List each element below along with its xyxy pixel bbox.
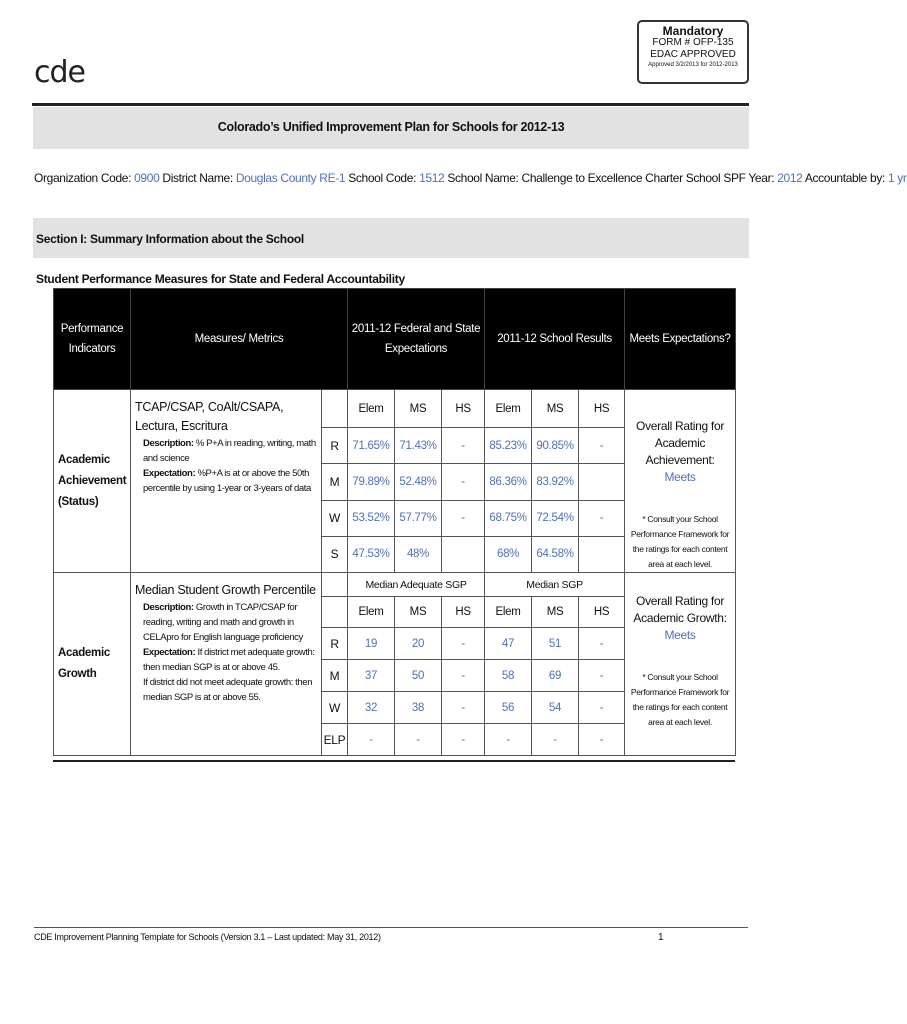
table-cell: - [579,428,625,464]
table-cell: 53.52% [348,500,395,536]
table-cell: 68% [485,536,532,572]
stamp-line-3: EDAC APPROVED [650,49,736,60]
median-sgp-header: Median SGP [485,573,625,597]
subject-label: R [322,428,348,464]
performance-measures-table [53,288,736,756]
footer-text: CDE Improvement Planning Template for Schools (Version 3.1 – Last updated: May 31, 2012) [34,932,381,942]
res-level-ms: MS [532,390,579,428]
exp-level-elem: Elem [348,390,395,428]
table-cell: 64.58% [532,536,579,572]
org-code-label: Organization Code: [34,171,132,185]
growth-exp-level-ms: MS [395,597,442,628]
achievement-description-label: Description: [143,438,194,449]
achievement-level-row [54,390,736,428]
org-code-value: 0900 [134,171,160,185]
school-name-value: Challenge to Excellence Charter School [521,171,721,185]
growth-rating-label: Overall Rating for Academic Growth: [633,594,727,625]
empty-subject-header [322,390,348,428]
district-name-label: District Name: [162,171,233,185]
growth-sgp-header-row [54,573,736,597]
growth-description-text: Growth in TCAP/CSAP for reading, writing and math and growth in CELApro for English language proficiency [143,602,303,643]
subject-label: ELP [322,724,348,756]
header-performance-indicators: Performance Indicators [54,289,131,390]
spf-year-value: 2012 [777,171,803,185]
table-cell: - [442,464,485,500]
table-cell: 69 [532,660,579,692]
table-cell: - [442,724,485,756]
table-cell: 54 [532,692,579,724]
growth-rating-cell [625,573,736,756]
subject-label: W [322,500,348,536]
empty-subject-header [322,597,348,628]
indicator-academic-achievement: Academic Achievement (Status) [54,390,131,573]
achievement-expectation [135,466,317,496]
achievement-rating-value: Meets [664,470,696,484]
table-cell: 71.65% [348,428,395,464]
table-cell: - [579,628,625,660]
district-name-value: Douglas County RE-1 [235,171,346,185]
spf-year-label: SPF Year: [723,171,775,185]
achievement-description-text: % P+A in reading, writing, math and science [143,438,316,464]
table-cell: - [579,692,625,724]
growth-description [135,600,317,645]
indicator-academic-growth: Academic Growth [54,573,131,756]
growth-expectation-label: Expectation: [143,647,196,658]
growth-res-level-hs: HS [579,597,625,628]
table-cell: 51 [532,628,579,660]
achievement-expectation-text: %P+A is at or above the 50th percentile by using 1-year or 3-years of data [143,468,311,494]
empty-subject-header [322,573,348,597]
achievement-description [135,436,317,466]
school-code-value: 1512 [419,171,445,185]
table-cell: - [442,660,485,692]
subject-label: M [322,660,348,692]
table-bottom-rule [53,760,735,762]
table-cell: 32 [348,692,395,724]
table-cell: - [532,724,579,756]
growth-measures-cell [131,573,322,756]
school-name-label: School Name: [447,171,519,185]
table-cell: 68.75% [485,500,532,536]
cde-logo: cde [34,55,85,90]
table-cell: 85.23% [485,428,532,464]
table-cell: 56 [485,692,532,724]
top-rule [32,103,749,106]
header-expectations: 2011-12 Federal and State Expectations [348,289,485,390]
header-school-results: 2011-12 School Results [485,289,625,390]
growth-expectation [135,645,317,675]
table-cell: - [485,724,532,756]
stamp-line-4: Approved 3/2/2013 for 2012-2013 [648,62,738,68]
table-cell: 20 [395,628,442,660]
achievement-measures-cell [131,390,322,573]
growth-expectation-text: If district met adequate growth: then median SGP is at or above 45. [143,647,315,673]
stamp-line-2: FORM # OFP-135 [652,37,734,48]
table-cell: 47 [485,628,532,660]
growth-expectation-2: If district did not meet adequate growth: then median SGP is at or above 55. [143,677,313,703]
table-cell: 83.92% [532,464,579,500]
table-cell: 58 [485,660,532,692]
table-cell [442,536,485,572]
growth-exp-level-elem: Elem [348,597,395,628]
subject-label: W [322,692,348,724]
table-cell: 90.85% [532,428,579,464]
table-cell: - [579,660,625,692]
growth-description-label: Description: [143,602,194,613]
section-subtitle: Student Performance Measures for State and Federal Accountability [36,272,405,286]
accountable-by-value: 1 yr [887,171,907,185]
stamp-line-1: Mandatory [662,24,724,38]
table-cell: 86.36% [485,464,532,500]
subject-label: S [322,536,348,572]
table-cell: - [395,724,442,756]
table-cell: - [442,500,485,536]
growth-rating-note: * Consult your School Performance Framework for the ratings for each content area at each level. [630,672,730,727]
table-cell: - [442,428,485,464]
table-cell: 48% [395,536,442,572]
table-cell: 38 [395,692,442,724]
header-measures-metrics: Measures/ Metrics [131,289,348,390]
table-cell: - [442,692,485,724]
achievement-rating-cell [625,390,736,573]
growth-res-level-elem: Elem [485,597,532,628]
achievement-measure-title: TCAP/CSAP, CoAlt/CSAPA, Lectura, Escritura [135,400,284,433]
exp-level-ms: MS [395,390,442,428]
footer-rule [34,927,748,928]
table-cell: - [348,724,395,756]
subject-label: R [322,628,348,660]
res-level-elem: Elem [485,390,532,428]
table-cell [579,464,625,500]
table-cell [579,536,625,572]
table-cell: 57.77% [395,500,442,536]
document-title: Colorado’s Unified Improvement Plan for Schools for 2012-13 [217,120,565,134]
school-code-label: School Code: [348,171,417,185]
table-cell: 79.89% [348,464,395,500]
achievement-rating-label: Overall Rating for Academic Achievement: [636,419,725,467]
mandatory-stamp [637,20,749,84]
table-cell: 72.54% [532,500,579,536]
page-number: 1 [658,932,664,943]
res-level-hs: HS [579,390,625,428]
section-title: Section I: Summary Information about the School [36,232,304,246]
growth-measure-title: Median Student Growth Percentile [135,583,316,597]
header-meets-expectations: Meets Expectations? [625,289,736,390]
growth-res-level-ms: MS [532,597,579,628]
table-cell: - [579,500,625,536]
subject-label: M [322,464,348,500]
organization-info-line [34,171,907,185]
growth-rating-value: Meets [664,628,696,642]
table-cell: 71.43% [395,428,442,464]
table-cell: 19 [348,628,395,660]
exp-level-hs: HS [442,390,485,428]
median-adequate-sgp-header: Median Adequate SGP [348,573,485,597]
table-cell: - [579,724,625,756]
achievement-rating-note: * Consult your School Performance Framework for the ratings for each content area at each level. [630,514,730,569]
table-header-row [54,289,736,390]
table-cell: - [442,628,485,660]
table-cell: 52.48% [395,464,442,500]
table-cell: 37 [348,660,395,692]
table-cell: 50 [395,660,442,692]
table-cell: 47.53% [348,536,395,572]
achievement-expectation-label: Expectation: [143,468,196,479]
accountable-by-label: Accountable by: [804,171,885,185]
growth-exp-level-hs: HS [442,597,485,628]
